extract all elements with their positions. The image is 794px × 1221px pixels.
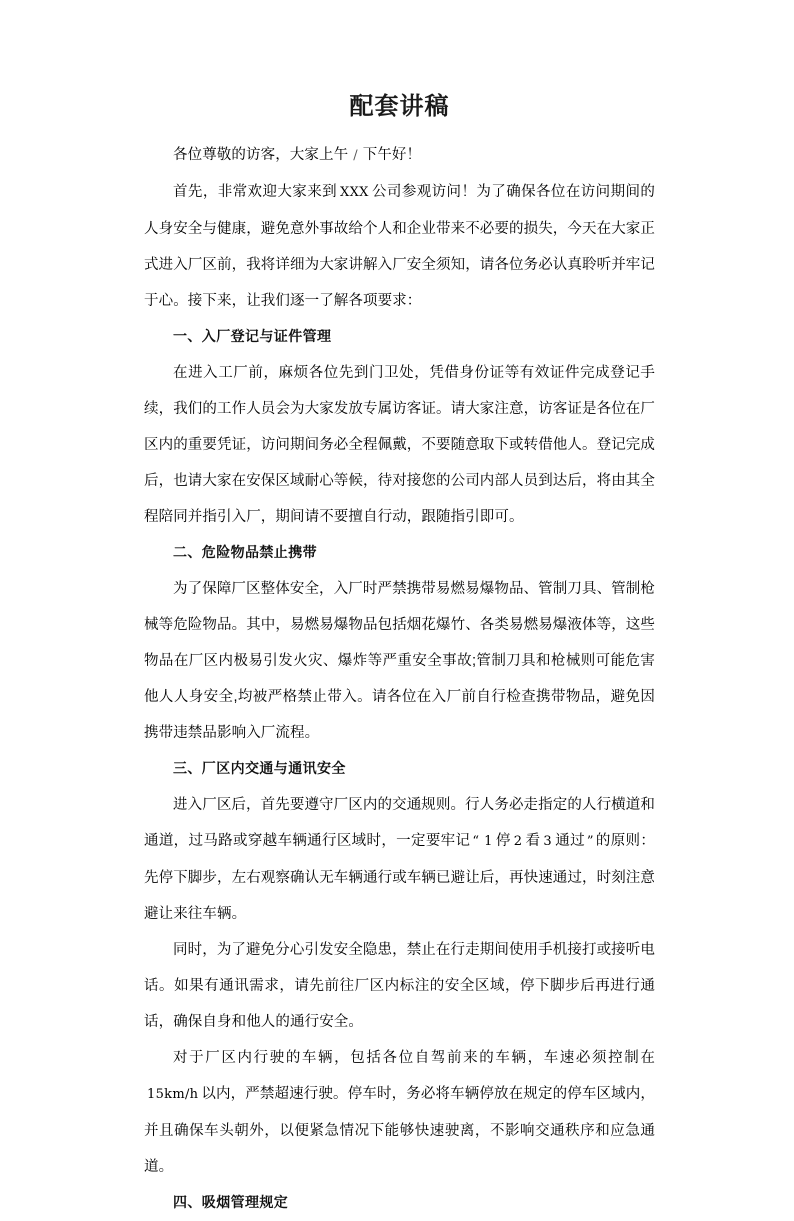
document-body [144,86,655,1221]
rule-word-2: 看 [525,833,541,849]
rule-word-1: 停 [495,833,511,849]
rule-number-2: 2 [513,834,523,849]
greeting-prefix: 各位尊敬的访客，大家上午 [173,147,349,163]
rule-number-3: 3 [543,834,552,849]
section-3-paragraph-1 [144,787,655,932]
intro-paragraph [144,174,655,319]
vehicle-part2: 以内，严禁超速行驶。停车时，务必将车辆停放在规定的停车区域内，并且确保车头朝外，以便紧急情况下能够快速驶离，不影响交通秩序和应急通道。 [144,1086,655,1175]
section-1-paragraph-1: 在进入工厂前，麻烦各位先到门卫处，凭借身份证等有效证件完成登记手续，我们的工作人员会为大家发放专属访客证。请大家注意，访客证是各位在厂区内的重要凭证，访问期间务必全程佩戴，不要随意取下或转借他人。登记完成后，也请大家在安保区域耐心等候，待对接您的公司内部人员到达后，将由其全程陪同并指引入厂，期间请不要擅自行动，跟随指引即可。 [144,365,655,525]
intro-part2: 公司参观访问！为了确保各位在访问期间的人身安全与健康，避免意外事故给个人和企业带来不必要的损失，今天在大家正式进入厂区前，我将详细为大家讲解入厂安全须知，请各位务必认真聆听并牢记于心。接下来，让我们逐一了解各项要求： [144,184,655,309]
greeting-suffix: 下午好！ [362,147,422,163]
section-heading-2: 二、危险物品禁止携带 [173,545,317,561]
rule-word-3: 通过 [555,833,585,849]
quote-open: “ [472,834,480,849]
section-heading-4: 四、吸烟管理规定 [173,1195,289,1211]
greeting-paragraph [144,137,655,174]
section-heading-3: 三、厂区内交通与通讯安全 [173,761,346,777]
section-3-paragraph-2: 同时，为了避免分心引发安全隐患，禁止在行走期间使用手机接打或接听电话。如果有通讯需求，请先前往厂区内标注的安全区域，停下脚步后再进行通话，确保自身和他人的通行安全。 [144,942,655,1030]
greeting-separator: / [353,148,358,163]
section-2-paragraph-1: 为了保障厂区整体安全，入厂时严禁携带易燃易爆物品、管制刀具、管制枪械等危险物品。其中，易燃易爆物品包括烟花爆竹、各类易燃易爆液体等，这些物品在厂区内极易引发火灾、爆炸等严重安全事故;管制刀具和枪械则可能危害他人人身安全,均被严格禁止带入。请各位在入厂前自行检查携带物品，避免因携带违禁品影响入厂流程。 [144,581,655,741]
vehicle-part1: 对于厂区内行驶的车辆，包括各位自驾前来的车辆，车速必须控制在 [173,1050,655,1066]
traffic-rule-part2: 的原则：先停下脚步，左右观察确认无车辆通行或车辆已避让后，再快速通过，时刻注意避让来往车辆。 [144,833,655,922]
section-3-paragraph-3 [144,1040,655,1185]
company-placeholder: XXX [340,185,369,200]
traffic-rule-part1: 进入厂区后，首先要遵守厂区内的交通规则。行人务必走指定的人行横道和通道，过马路或穿越车辆通行区域时，一定要牢记 [144,797,655,849]
section-heading-1: 一、入厂登记与证件管理 [173,329,332,345]
quote-close: ” [586,834,594,849]
speed-limit-value: 15km/h [147,1087,199,1102]
rule-number-1: 1 [484,834,493,849]
page-title: 配套讲稿 [349,91,450,120]
intro-part1: 首先，非常欢迎大家来到 [173,184,338,200]
